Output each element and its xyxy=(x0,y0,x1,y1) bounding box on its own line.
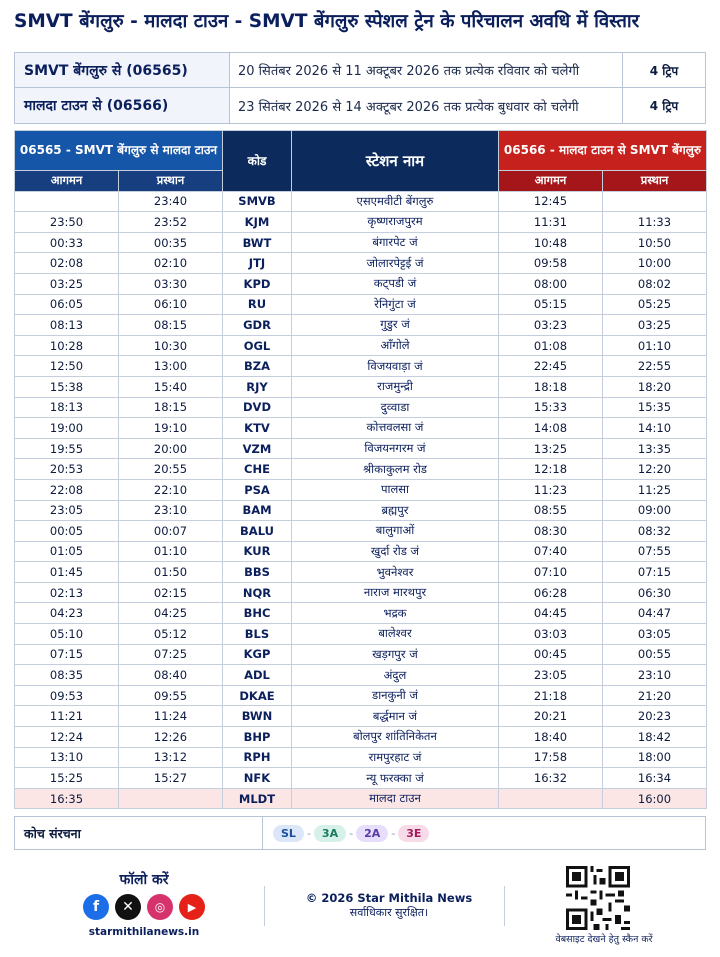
arrival-time: 05:15 xyxy=(499,294,603,315)
departure-time: 00:55 xyxy=(603,644,707,665)
departure-time: 01:50 xyxy=(119,562,223,583)
arrival-time: 19:00 xyxy=(15,418,119,439)
arrival-time: 00:05 xyxy=(15,521,119,542)
service-from: SMVT बेंगलुरु से (06565) xyxy=(15,53,230,87)
station-name: विजयनगरम जं xyxy=(292,438,499,459)
departure-time: 07:25 xyxy=(119,644,223,665)
table-row xyxy=(15,335,707,356)
arrival-time: 16:35 xyxy=(15,788,119,809)
departure-time: 08:15 xyxy=(119,315,223,336)
departure-time: 01:10 xyxy=(603,335,707,356)
arrival-time: 23:05 xyxy=(499,665,603,686)
arrival-time: 23:05 xyxy=(15,500,119,521)
departure-time: 06:30 xyxy=(603,582,707,603)
arrival-time xyxy=(15,191,119,212)
departure-time: 12:26 xyxy=(119,727,223,748)
table-row xyxy=(15,541,707,562)
arrival-time: 03:23 xyxy=(499,315,603,336)
departure-time: 18:20 xyxy=(603,376,707,397)
arrival-time: 05:10 xyxy=(15,624,119,645)
arrival-time: 08:35 xyxy=(15,665,119,686)
departure-time: 12:20 xyxy=(603,459,707,480)
station-name: कोत्तवलसा जं xyxy=(292,418,499,439)
table-row xyxy=(15,418,707,439)
departure-time: 23:52 xyxy=(119,212,223,233)
departure-time: 11:25 xyxy=(603,479,707,500)
arrival-time: 12:45 xyxy=(499,191,603,212)
coach-chip-2a: 2A xyxy=(356,825,388,842)
departure-header: प्रस्थान xyxy=(119,171,223,192)
youtube-icon[interactable]: ▶ xyxy=(179,894,205,920)
arrival-time: 07:40 xyxy=(499,541,603,562)
table-row xyxy=(15,582,707,603)
arrival-time: 07:15 xyxy=(15,644,119,665)
arrival-time: 09:58 xyxy=(499,253,603,274)
arrival-time: 09:53 xyxy=(15,685,119,706)
service-trips: 4 ट्रिप xyxy=(649,99,679,113)
departure-time: 03:25 xyxy=(603,315,707,336)
departure-time: 18:00 xyxy=(603,747,707,768)
arrival-time: 07:10 xyxy=(499,562,603,583)
departure-time: 20:00 xyxy=(119,438,223,459)
station-code: SMVB xyxy=(223,191,292,212)
arrival-time: 14:08 xyxy=(499,418,603,439)
table-row xyxy=(15,685,707,706)
qr-code-icon[interactable] xyxy=(566,866,630,930)
departure-time: 16:00 xyxy=(603,788,707,809)
station-code: BALU xyxy=(223,521,292,542)
station-name: भुवनेश्वर xyxy=(292,562,499,583)
departure-time: 04:47 xyxy=(603,603,707,624)
table-row xyxy=(15,212,707,233)
arrival-time: 22:08 xyxy=(15,479,119,500)
copyright-text: © 2026 Star Mithila News xyxy=(305,891,473,905)
footer xyxy=(14,862,706,952)
departure-time: 00:35 xyxy=(119,232,223,253)
station-name: अंदुल xyxy=(292,665,499,686)
station-name: नाराज मारथपुर xyxy=(292,582,499,603)
table-row xyxy=(15,788,707,809)
social-icons xyxy=(74,894,214,920)
station-code: NFK xyxy=(223,768,292,789)
copyright xyxy=(274,891,504,920)
station-name: राजमुन्द्री xyxy=(292,376,499,397)
chip-separator: - xyxy=(349,826,354,840)
table-row xyxy=(15,191,707,212)
table-row xyxy=(15,747,707,768)
station-name: बालेश्वर xyxy=(292,624,499,645)
departure-time: 09:55 xyxy=(119,685,223,706)
table-row xyxy=(15,500,707,521)
arrival-time: 01:45 xyxy=(15,562,119,583)
station-code: KJM xyxy=(223,212,292,233)
left-train-header: 06565 - SMVT बेंगलुरु से मालदा टाउन xyxy=(15,131,223,171)
departure-time: 07:15 xyxy=(603,562,707,583)
coach-label: कोच संरचना xyxy=(15,817,263,849)
service-trips: 4 ट्रिप xyxy=(649,63,679,78)
station-header: स्टेशन नाम xyxy=(292,131,499,192)
station-name: खुर्दा रोड जं xyxy=(292,541,499,562)
table-row xyxy=(15,727,707,748)
table-row xyxy=(15,603,707,624)
departure-time: 23:10 xyxy=(119,500,223,521)
departure-time: 08:40 xyxy=(119,665,223,686)
station-code: MLDT xyxy=(223,788,292,809)
station-code: ADL xyxy=(223,665,292,686)
follow-label: फॉलो करें xyxy=(119,872,169,888)
station-name: एसएमवीटी बेंगलुरु xyxy=(292,191,499,212)
station-code: GDR xyxy=(223,315,292,336)
station-code: RPH xyxy=(223,747,292,768)
arrival-time: 17:58 xyxy=(499,747,603,768)
arrival-header: आगमन xyxy=(15,171,119,192)
station-name: गुडुर जं xyxy=(292,315,499,336)
station-name: ऑंगोले xyxy=(292,335,499,356)
station-code: BZA xyxy=(223,356,292,377)
departure-time: 03:30 xyxy=(119,273,223,294)
arrival-time: 13:25 xyxy=(499,438,603,459)
departure-time: 02:15 xyxy=(119,582,223,603)
arrival-time: 08:00 xyxy=(499,273,603,294)
station-name: मालदा टाउन xyxy=(292,788,499,809)
arrival-time: 18:13 xyxy=(15,397,119,418)
arrival-time: 16:32 xyxy=(499,768,603,789)
arrival-time: 20:21 xyxy=(499,706,603,727)
departure-time: 10:00 xyxy=(603,253,707,274)
station-code: KTV xyxy=(223,418,292,439)
station-name: विजयवाड़ा जं xyxy=(292,356,499,377)
departure-time: 05:25 xyxy=(603,294,707,315)
departure-time: 19:10 xyxy=(119,418,223,439)
departure-time: 06:10 xyxy=(119,294,223,315)
station-name: बर्द्धमान जं xyxy=(292,706,499,727)
station-code: BWT xyxy=(223,232,292,253)
station-name: श्रीकाकुलम रोड xyxy=(292,459,499,480)
station-code: RJY xyxy=(223,376,292,397)
departure-time: 03:05 xyxy=(603,624,707,645)
departure-header: प्रस्थान xyxy=(603,171,707,192)
station-name: रेनिगुंटा जं xyxy=(292,294,499,315)
departure-time: 18:42 xyxy=(603,727,707,748)
instagram-icon[interactable]: ◎ xyxy=(147,894,173,920)
follow-section xyxy=(74,870,214,938)
arrival-time: 08:30 xyxy=(499,521,603,542)
departure-time: 10:50 xyxy=(603,232,707,253)
station-name: भद्रक xyxy=(292,603,499,624)
chip-separator: - xyxy=(391,826,396,840)
facebook-icon[interactable]: f xyxy=(83,894,109,920)
table-row xyxy=(15,232,707,253)
arrival-time: 02:08 xyxy=(15,253,119,274)
departure-time: 01:10 xyxy=(119,541,223,562)
departure-time: 08:02 xyxy=(603,273,707,294)
table-row xyxy=(15,294,707,315)
departure-time: 13:12 xyxy=(119,747,223,768)
table-row xyxy=(15,376,707,397)
departure-time xyxy=(119,788,223,809)
departure-time: 23:10 xyxy=(603,665,707,686)
departure-time: 07:55 xyxy=(603,541,707,562)
coach-chip-3a: 3A xyxy=(314,825,346,842)
arrival-time: 12:50 xyxy=(15,356,119,377)
departure-time: 02:10 xyxy=(119,253,223,274)
station-code: BBS xyxy=(223,562,292,583)
right-train-header: 06566 - मालदा टाउन से SMVT बेंगलुरु xyxy=(499,131,707,171)
table-row xyxy=(15,624,707,645)
station-name: जोलारपेट्टई जं xyxy=(292,253,499,274)
arrival-time: 20:53 xyxy=(15,459,119,480)
departure-time: 16:34 xyxy=(603,768,707,789)
divider xyxy=(264,886,265,926)
departure-time: 13:00 xyxy=(119,356,223,377)
arrival-time: 03:25 xyxy=(15,273,119,294)
arrival-time: 10:48 xyxy=(499,232,603,253)
arrival-time: 10:28 xyxy=(15,335,119,356)
arrival-time: 19:55 xyxy=(15,438,119,459)
departure-time: 08:32 xyxy=(603,521,707,542)
arrival-time: 12:24 xyxy=(15,727,119,748)
departure-time: 23:40 xyxy=(119,191,223,212)
arrival-time: 15:38 xyxy=(15,376,119,397)
service-row xyxy=(15,88,705,123)
station-code: NQR xyxy=(223,582,292,603)
departure-time: 09:00 xyxy=(603,500,707,521)
departure-time: 00:07 xyxy=(119,521,223,542)
arrival-time: 06:05 xyxy=(15,294,119,315)
arrival-time: 04:23 xyxy=(15,603,119,624)
table-row xyxy=(15,479,707,500)
departure-time: 15:40 xyxy=(119,376,223,397)
code-header: कोड xyxy=(223,131,292,192)
station-code: CHE xyxy=(223,459,292,480)
table-row xyxy=(15,644,707,665)
table-row xyxy=(15,273,707,294)
table-row xyxy=(15,706,707,727)
departure-time: 15:27 xyxy=(119,768,223,789)
station-name: कृष्णराजपुरम xyxy=(292,212,499,233)
departure-time: 21:20 xyxy=(603,685,707,706)
arrival-time: 00:45 xyxy=(499,644,603,665)
table-row xyxy=(15,665,707,686)
service-from: मालदा टाउन से (06566) xyxy=(15,88,230,123)
station-name: बंगारपेट जं xyxy=(292,232,499,253)
station-code: RU xyxy=(223,294,292,315)
station-code: BHC xyxy=(223,603,292,624)
arrival-time: 04:45 xyxy=(499,603,603,624)
rights-text: सर्वाधिकार सुरक्षित। xyxy=(349,906,429,919)
arrival-time: 08:55 xyxy=(499,500,603,521)
arrival-time: 03:03 xyxy=(499,624,603,645)
coach-chip-sl: SL xyxy=(273,825,304,842)
departure-time: 10:30 xyxy=(119,335,223,356)
station-name: दुव्वाडा xyxy=(292,397,499,418)
station-name: पालसा xyxy=(292,479,499,500)
station-name: कट्पडी जं xyxy=(292,273,499,294)
coach-chip-3e: 3E xyxy=(398,825,429,842)
divider xyxy=(504,886,505,926)
timetable xyxy=(14,130,707,809)
station-name: ब्रह्मपुर xyxy=(292,500,499,521)
departure-time: 13:35 xyxy=(603,438,707,459)
arrival-time: 13:10 xyxy=(15,747,119,768)
departure-time: 20:23 xyxy=(603,706,707,727)
arrival-header: आगमन xyxy=(499,171,603,192)
arrival-time: 22:45 xyxy=(499,356,603,377)
station-name: रामपुरहाट जं xyxy=(292,747,499,768)
departure-time: 04:25 xyxy=(119,603,223,624)
arrival-time: 15:25 xyxy=(15,768,119,789)
arrival-time: 01:05 xyxy=(15,541,119,562)
station-code: OGL xyxy=(223,335,292,356)
station-code: BHP xyxy=(223,727,292,748)
arrival-time xyxy=(499,788,603,809)
station-code: BAM xyxy=(223,500,292,521)
arrival-time: 23:50 xyxy=(15,212,119,233)
table-row xyxy=(15,438,707,459)
arrival-time: 00:33 xyxy=(15,232,119,253)
departure-time xyxy=(603,191,707,212)
arrival-time: 18:40 xyxy=(499,727,603,748)
arrival-time: 01:08 xyxy=(499,335,603,356)
arrival-time: 18:18 xyxy=(499,376,603,397)
station-code: JTJ xyxy=(223,253,292,274)
station-code: BWN xyxy=(223,706,292,727)
service-summary xyxy=(14,52,706,124)
arrival-time: 12:18 xyxy=(499,459,603,480)
table-row xyxy=(15,768,707,789)
coach-composition xyxy=(14,816,706,850)
departure-time: 11:33 xyxy=(603,212,707,233)
departure-time: 20:55 xyxy=(119,459,223,480)
station-name: न्यू फरक्का जं xyxy=(292,768,499,789)
service-row xyxy=(15,53,705,88)
chip-separator: - xyxy=(306,826,311,840)
service-period: 20 सितंबर 2026 से 11 अक्टूबर 2026 तक प्रत्येक रविवार को चलेगी xyxy=(230,53,623,87)
arrival-time: 11:23 xyxy=(499,479,603,500)
departure-time: 11:24 xyxy=(119,706,223,727)
table-row xyxy=(15,562,707,583)
departure-time: 22:10 xyxy=(119,479,223,500)
station-code: KPD xyxy=(223,273,292,294)
x-icon[interactable]: ✕ xyxy=(115,894,141,920)
coach-classes xyxy=(263,825,429,842)
departure-time: 22:55 xyxy=(603,356,707,377)
table-row xyxy=(15,253,707,274)
station-name: डानकुनी जं xyxy=(292,685,499,706)
departure-time: 15:35 xyxy=(603,397,707,418)
service-period: 23 सितंबर 2026 से 14 अक्टूबर 2026 तक प्रत्येक बुधवार को चलेगी xyxy=(230,88,623,123)
station-code: KGP xyxy=(223,644,292,665)
table-row xyxy=(15,315,707,336)
station-name: बोलपुर शांतिनिकेतन xyxy=(292,727,499,748)
station-code: DKAE xyxy=(223,685,292,706)
station-code: PSA xyxy=(223,479,292,500)
timetable-body xyxy=(15,191,707,809)
station-code: DVD xyxy=(223,397,292,418)
qr-caption: वेबसाइट देखने हेतु स्कैन करें xyxy=(555,934,653,945)
station-name: बालुगाओं xyxy=(292,521,499,542)
station-code: KUR xyxy=(223,541,292,562)
arrival-time: 11:31 xyxy=(499,212,603,233)
station-name: खड़गपुर जं xyxy=(292,644,499,665)
departure-time: 05:12 xyxy=(119,624,223,645)
arrival-time: 21:18 xyxy=(499,685,603,706)
arrival-time: 15:33 xyxy=(499,397,603,418)
page-title: SMVT बेंगलुरु - मालदा टाउन - SMVT बेंगलुरु स्पेशल ट्रेन के परिचालन अवधि में विस्तार xyxy=(14,11,640,32)
table-row xyxy=(15,521,707,542)
arrival-time: 11:21 xyxy=(15,706,119,727)
table-row xyxy=(15,459,707,480)
station-code: BLS xyxy=(223,624,292,645)
table-row xyxy=(15,356,707,377)
arrival-time: 08:13 xyxy=(15,315,119,336)
website-link[interactable]: starmithilanews.in xyxy=(88,926,200,938)
departure-time: 14:10 xyxy=(603,418,707,439)
departure-time: 18:15 xyxy=(119,397,223,418)
arrival-time: 02:13 xyxy=(15,582,119,603)
table-row xyxy=(15,397,707,418)
station-code: VZM xyxy=(223,438,292,459)
arrival-time: 06:28 xyxy=(499,582,603,603)
